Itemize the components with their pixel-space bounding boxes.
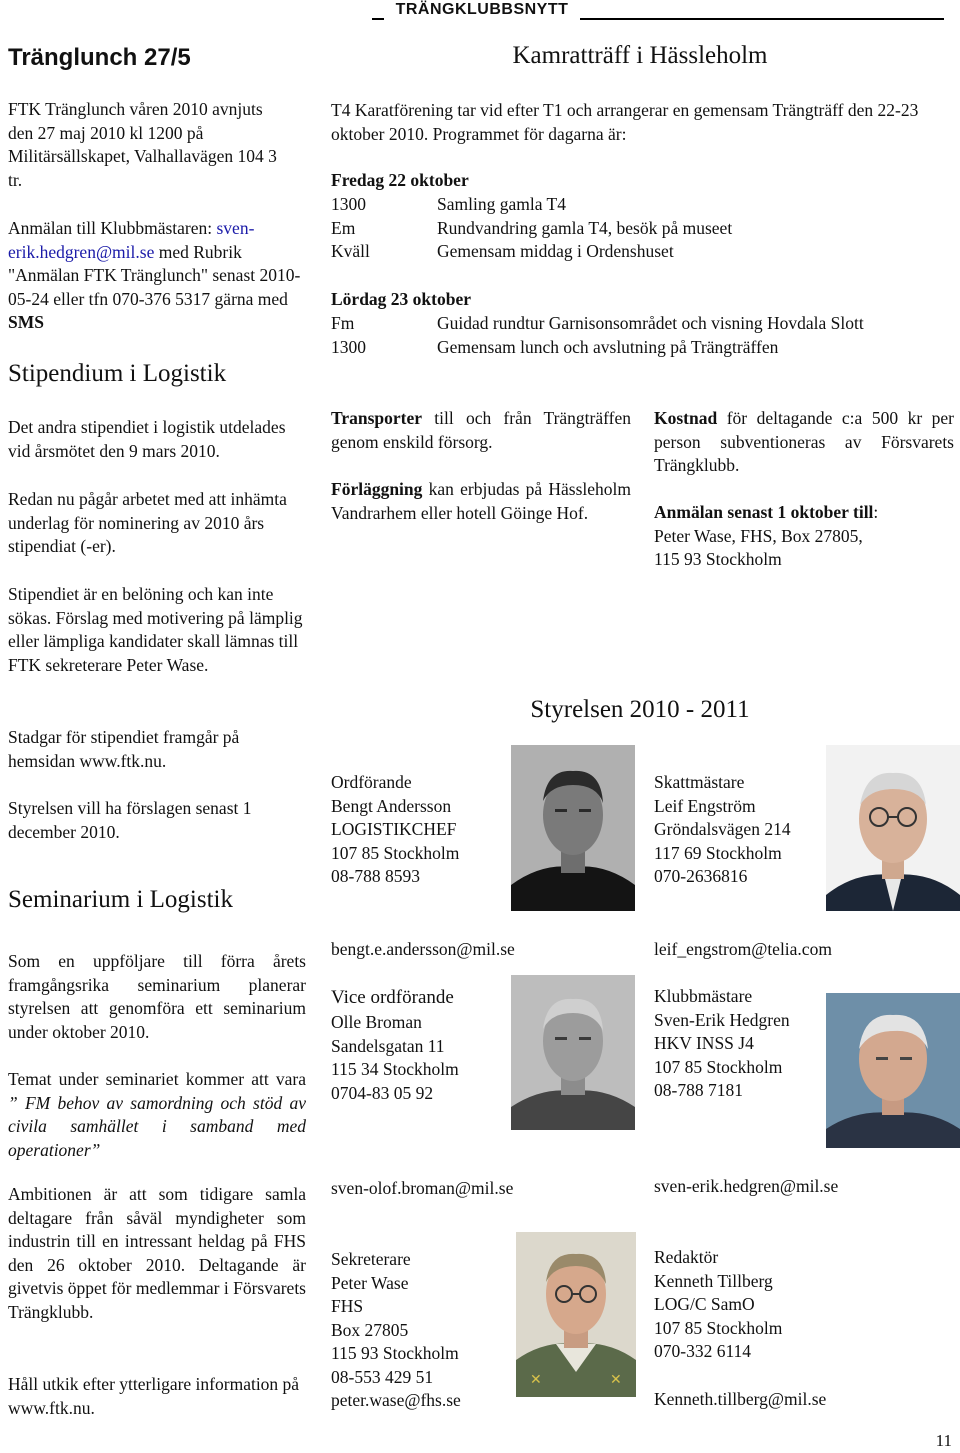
contact-role: Vice ordförande [331,987,454,1008]
email-ordforande[interactable]: bengt.e.andersson@mil.se [331,939,515,959]
schedule-row: Fm Guidad rundtur Garnisonsområdet och visning Hovdala Slott [331,312,864,333]
contact-name: Kenneth Tillberg [654,1270,773,1291]
theme-lead: Temat under seminariet kommer att vara [8,1069,306,1089]
contact-role: Sekreterare [331,1249,411,1269]
running-title: TRÄNGKLUBBSNYTT [395,1,569,18]
friday-title: Fredag 22 oktober [331,170,469,190]
tranglunch-paragraph-1: FTK Tränglunch våren 2010 avnjuts den 27 maj 2010 kl 1200 på Militärsällskapet, Valhallavägen 104 3 tr. [8,99,277,190]
schedule-row: Em Rundvandring gamla T4, besök på museet [331,217,733,238]
kamrat-heading: Kamratträff i Hässleholm [512,42,768,69]
contact-klubbmastare: Klubbmästare Sven-Erik Hedgren HKV INSS J4 107 85 Stockholm 08-788 7181 [654,986,790,1100]
tranglunch-heading: Tränglunch 27/5 [8,44,191,71]
svg-text:✕: ✕ [610,1372,622,1388]
signup-text-rest: med Rubrik "Anmälan FTK Tränglunch" senast 2010-05-24 eller tfn 070-376 5317 gärna med [8,241,301,309]
contact-role: Ordförande [331,772,412,792]
anmalan-block: Anmälan senast 1 oktober till: Peter Wase, FHS, Box 27805, 115 93 Stockholm [654,502,879,569]
seminarium-paragraph-1: Som en uppföljare till förra årets framgångsrika seminarium planerar styrelsen att genomföra ett seminarium under oktober 2010. [8,951,306,1042]
header-rule-left [372,18,384,20]
contact-role: Klubbmästare [654,986,753,1006]
portrait-photo-vice-ordforande [511,975,635,1130]
email-redaktor[interactable]: Kenneth.tillberg@mil.se [654,1389,827,1409]
contact-vice-ordforande: Vice ordförande Olle Broman Sandelsgatan 11 115 34 Stockholm 0704-83 05 92 [331,987,459,1103]
tranglunch-paragraph-2 [8,217,304,335]
svg-text:✕: ✕ [530,1372,542,1388]
stipendium-paragraph-1: Det andra stipendiet i logistik utdelades vid årsmötet den 9 mars 2010. [8,417,286,461]
seminarium-heading: Seminarium i Logistik [8,886,233,913]
contact-name: Sven-Erik Hedgren [654,1009,790,1030]
contact-role: Redaktör [654,1247,719,1267]
stipendium-heading: Stipendium i Logistik [8,360,227,387]
stipendium-paragraph-3: Stipendiet är en belöning och kan inte sökas. Förslag med motivering på lämplig eller lämpliga kandidater skall lämnas till FTK sekreterare Peter Wase. [8,584,303,675]
theme-text: ” FM behov av samordning och stöd av civila samhället i samband med operationer” [8,1092,306,1160]
seminarium-paragraph-4: Håll utkik efter ytterligare information på www.ftk.nu. [8,1374,300,1418]
contact-name: Peter Wase [331,1272,409,1293]
schedule-row: Kväll Gemensam middag i Ordenshuset [331,241,674,262]
signup-text: Anmälan till Klubbmästaren: [8,218,217,238]
portrait-photo-ordforande [511,745,635,911]
email-vice-ordforande[interactable]: sven-olof.broman@mil.se [331,1178,514,1198]
header-rule-right [580,18,944,20]
seminarium-paragraph-3: Ambitionen är att som tidigare samla deltagare från såväl myndigheter som industrin till en intressant heldag på FHS den 26 oktober 2010. Deltagande är givetvis öppet för medlemmar i Försvarets Trängklubb. [8,1184,306,1322]
contact-name: Olle Broman [331,1012,422,1032]
email-skattmastare[interactable]: leif_engstrom@telia.com [654,939,832,959]
contact-name: Leif Engström [654,795,756,816]
saturday-title: Lördag 23 oktober [331,289,471,309]
board-heading: Styrelsen 2010 - 2011 [530,696,750,723]
klubbmastare-email-link[interactable]: sven-erik.hedgren@mil.se [8,218,255,262]
schedule-friday [331,169,732,264]
transporter-paragraph: Transporter till och från Trängträffen genom enskild försorg. [331,408,631,452]
portrait-photo-klubbmastare [826,993,960,1148]
contact-ordforande: Ordförande Bengt Andersson LOGISTIKCHEF 107 85 Stockholm 08-788 8593 [331,772,460,886]
contact-redaktor: Redaktör Kenneth Tillberg LOG/C SamO 107 85 Stockholm 070-332 6114 [654,1247,783,1361]
contact-sekreterare: Sekreterare Peter Wase FHS Box 27805 115 93 Stockholm 08-553 429 51 peter.wase@fhs.se [331,1248,461,1413]
email-klubbmastare[interactable]: sven-erik.hedgren@mil.se [654,1176,839,1196]
kamrat-intro: T4 Karatförening tar vid efter T1 och arrangerar en gemensam Trängträff den 22-23 oktober 2010. Programmet för dagarna är: [331,100,919,144]
portrait-photo-sekreterare [516,1232,636,1397]
kostnad-paragraph: Kostnad för deltagande c:a 500 kr per person subventioneras av Försvarets Trängklubb. [654,408,954,475]
contact-role: Skattmästare [654,772,745,792]
stipendium-paragraph-4: Stadgar för stipendiet framgår på hemsidan www.ftk.nu. [8,727,240,771]
schedule-row: 1300 Samling gamla T4 [331,193,566,214]
contact-skattmastare: Skattmästare Leif Engström Gröndalsvägen 214 117 69 Stockholm 070-2636816 [654,772,791,886]
contact-name: Bengt Andersson [331,795,452,816]
schedule-saturday [331,288,864,359]
seminarium-paragraph-2 [8,1068,306,1162]
schedule-row: 1300 Gemensam lunch och avslutning på Trängträffen [331,336,779,357]
stipendium-paragraph-2: Redan nu pågår arbetet med att inhämta underlag för nominering av 2010 års stipendiat (-er). [8,489,287,556]
email-sekreterare[interactable]: peter.wase@fhs.se [331,1390,461,1410]
page-number: 11 [935,1431,952,1450]
forlaggning-paragraph: Förläggning kan erbjudas på Hässleholm Vandrarhem eller hotell Göinge Hof. [331,479,631,523]
stipendium-paragraph-5: Styrelsen vill ha förslagen senast 1 december 2010. [8,798,252,842]
sms-text: SMS [8,312,44,332]
portrait-photo-skattmastare [826,745,960,911]
